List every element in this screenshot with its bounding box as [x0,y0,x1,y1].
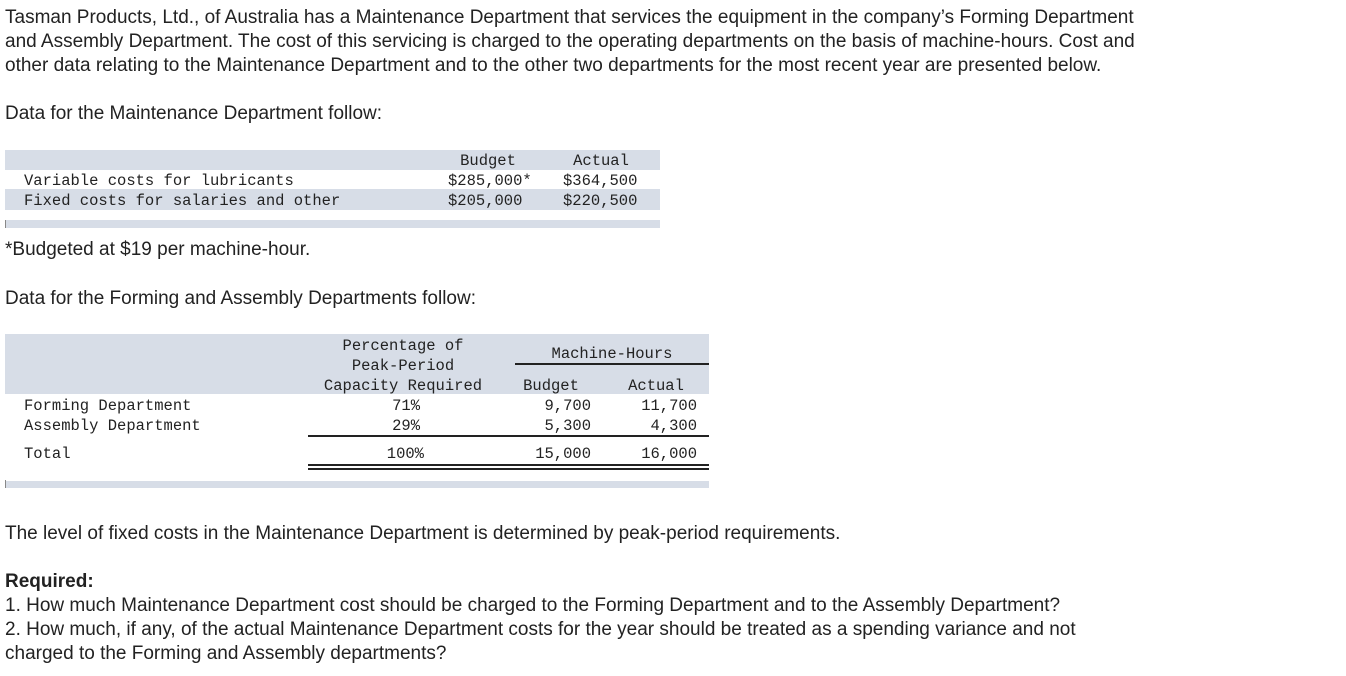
maint-col-actual: Actual [573,152,629,170]
maint-row-budget: $205,000 [448,192,523,210]
maint-row-actual: $364,500 [563,172,638,190]
dept-row-budget: 5,300 [544,417,591,435]
departments-heading: Data for the Forming and Assembly Departments follow: [5,288,476,309]
dept-col-pct-line2: Peak-Period [351,357,455,375]
dept-col-budget: Budget [523,377,579,395]
maint-col-budget: Budget [460,152,516,170]
dept-row-pct: 71% [392,397,420,415]
dept-row-label: Assembly Department [24,417,201,435]
dept-col-actual: Actual [628,377,684,395]
dept-col-pct-line1: Percentage of [342,337,464,355]
dept-row-label: Forming Department [24,397,192,415]
fixed-cost-note: The level of fixed costs in the Maintenance Department is determined by peak-period requirements. [5,523,841,544]
intro-line-3: other data relating to the Maintenance Department and to the other two departments for the most recent year are presented below. [5,55,1102,76]
dept-row-budget: 9,700 [544,397,591,415]
dept-row-pct: 29% [392,417,420,435]
maintenance-heading: Data for the Maintenance Department follow: [5,103,383,124]
maint-row-actual: $220,500 [563,192,638,210]
dept-total-pct: 100% [386,445,424,463]
dept-row-actual: 11,700 [641,397,697,415]
required-q1: 1. How much Maintenance Department cost should be charged to the Forming Department and to the Assembly Department? [5,595,1061,616]
required-q2-line1: 2. How much, if any, of the actual Maintenance Department costs for the year should be treated as a spending variance and not [5,619,1076,640]
dept-total-label: Total [24,445,71,463]
maint-row-label: Variable costs for lubricants [24,172,294,190]
intro-line-1: Tasman Products, Ltd., of Australia has a Maintenance Department that services the equipment in the company’s Forming Department [5,7,1134,28]
maint-row-label: Fixed costs for salaries and other [24,192,341,210]
footnote: *Budgeted at $19 per machine-hour. [5,239,311,260]
dept-total-actual: 16,000 [641,445,697,463]
dept-total-budget: 15,000 [535,445,591,463]
maint-row-budget: $285,000* [448,172,532,190]
intro-line-2: and Assembly Department. The cost of this servicing is charged to the operating departments on the basis of machine-hours. Cost and [5,31,1135,52]
dept-col-mh-group: Machine-Hours [551,345,673,363]
dept-row-actual: 4,300 [650,417,697,435]
required-title: Required: [5,571,94,592]
dept-col-pct-line3: Capacity Required [323,377,483,395]
required-q2-line2: charged to the Forming and Assembly departments? [5,643,447,664]
